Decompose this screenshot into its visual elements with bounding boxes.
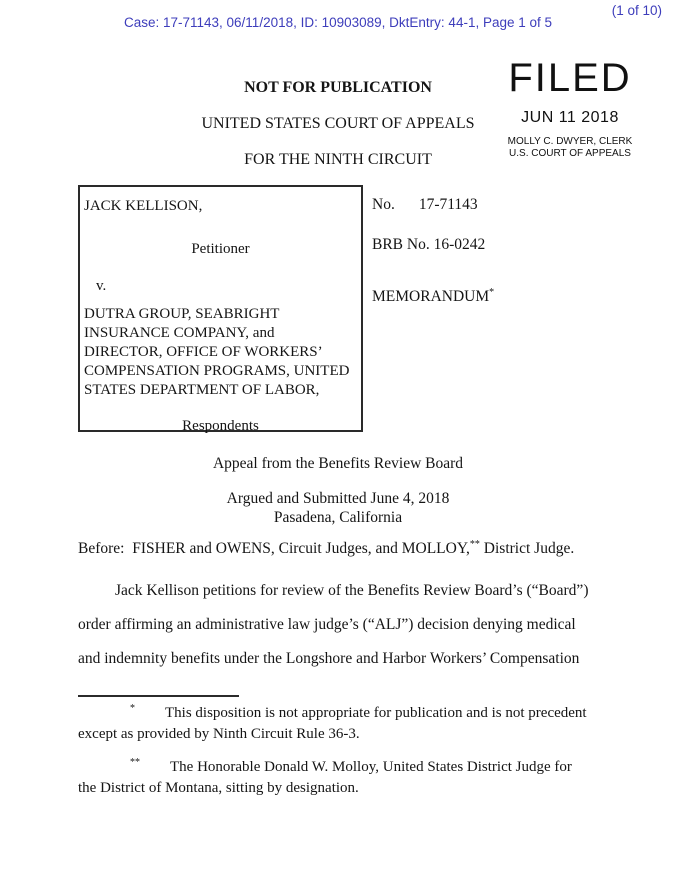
versus: v.: [96, 278, 107, 294]
panel-footnote-mark: **: [469, 538, 480, 550]
filed-date: JUN 11 2018: [521, 109, 619, 126]
docket-header: Case: 17-71143, 06/11/2018, ID: 10903089, DktEntry: 44-1, Page 1 of 5: [123, 15, 553, 30]
footnote-line: the District of Montana, sitting by designation.: [78, 780, 359, 796]
filed-label: FILED: [508, 56, 632, 100]
corner-pagination: (1 of 10): [611, 3, 662, 18]
footnote-mark: *: [130, 703, 135, 714]
case-number-value: 17-71143: [418, 196, 478, 213]
footnote-1: [78, 703, 606, 745]
memorandum-footnote-mark: *: [489, 286, 495, 298]
respondent-name-line: DUTRA GROUP, SEABRIGHT: [84, 306, 280, 322]
memorandum-label: MEMORANDUM: [372, 288, 490, 305]
respondent-block: [84, 305, 361, 400]
respondent-name-line: STATES DEPARTMENT OF LABOR,: [84, 382, 320, 398]
clerk-office: U.S. COURT OF APPEALS: [509, 148, 631, 159]
footnote-line: [78, 703, 606, 724]
respondent-name-line: INSURANCE COMPANY, and: [84, 325, 275, 341]
location-line: Pasadena, California: [273, 509, 403, 526]
caption-box: [78, 185, 363, 432]
petitioner-name: JACK KELLISON,: [84, 198, 203, 214]
publication-notice: NOT FOR PUBLICATION: [244, 79, 432, 96]
opinion-line: Jack Kellison petitions for review of the Benefits Review Board’s (“Board”): [115, 582, 589, 599]
respondent-name-line: COMPENSATION PROGRAMS, UNITED: [84, 363, 350, 379]
opinion-line: and indemnity benefits under the Longshore and Harbor Workers’ Compensation: [78, 650, 580, 667]
clerk-name: MOLLY C. DWYER, CLERK: [507, 136, 633, 147]
circuit-title: FOR THE NINTH CIRCUIT: [244, 151, 432, 168]
argued-line: Argued and Submitted June 4, 2018: [226, 490, 450, 507]
respondent-role: Respondents: [182, 418, 259, 434]
footnote-2: [78, 757, 606, 799]
brb-number: BRB No. 16-0242: [372, 236, 486, 253]
panel-text-suffix: District Judge.: [479, 540, 575, 557]
panel-text: Before: FISHER and OWENS, Circuit Judges, and MOLLOY,: [78, 540, 470, 557]
petitioner-role: Petitioner: [191, 241, 250, 257]
appeal-source-line: Appeal from the Benefits Review Board: [212, 455, 464, 472]
panel-line: [78, 540, 638, 558]
opinion-line: order affirming an administrative law judge’s (“ALJ”) decision denying medical: [78, 616, 576, 633]
case-number-label: No.: [372, 196, 395, 213]
footnote-text: The Honorable Donald W. Molloy, United States District Judge for: [170, 759, 572, 775]
respondent-name-line: DIRECTOR, OFFICE OF WORKERS’: [84, 344, 323, 360]
footnote-separator: [78, 695, 239, 697]
footnote-mark: **: [130, 757, 140, 768]
argued-block: [78, 489, 598, 527]
opinion-paragraph: [78, 574, 604, 676]
footnote-line: [78, 757, 606, 778]
footnote-line: except as provided by Ninth Circuit Rule 36-3.: [78, 726, 360, 742]
title-block: [78, 80, 598, 188]
case-number-column: [372, 185, 602, 306]
case-number-line: [372, 195, 602, 214]
memorandum-title: [372, 287, 602, 306]
footnote-text: This disposition is not appropriate for publication and is not precedent: [165, 705, 587, 721]
court-title: UNITED STATES COURT OF APPEALS: [201, 115, 475, 132]
